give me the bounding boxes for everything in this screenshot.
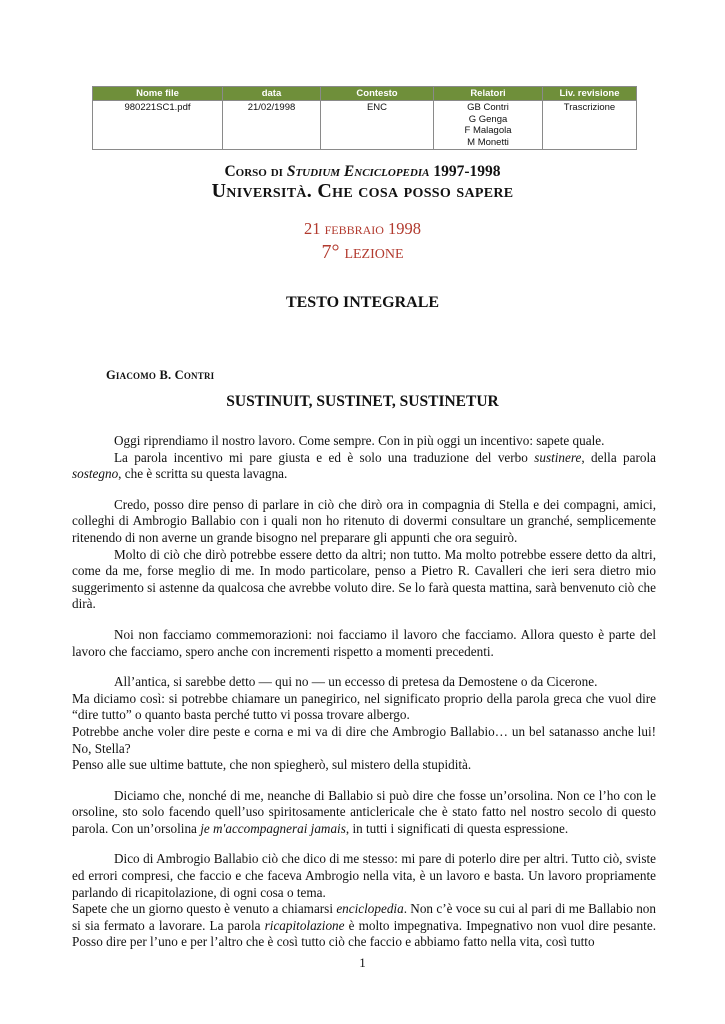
university-title: Università. Che cosa posso sapere [211, 180, 514, 202]
talk-title: SUSTINUIT, SUSTINET, SUSTINETUR [226, 393, 499, 410]
paragraph: La parola incentivo mi pare giusta e ed è solo una traduzione del verbo sustinere, della parola sostegno, che è scritta su questa lavagna. [72, 449, 657, 482]
paragraph: Oggi riprendiamo il nostro lavoro. Come sempre. Con in più oggi un incentivo: sapete quale. [114, 433, 605, 448]
paragraph: Noi non facciamo commemorazioni: noi facciamo il lavoro che facciamo. Allora questo è parte del lavoro che facciamo, spero anche con incrementi rispetto a momenti precedenti. [72, 626, 656, 659]
cell-revisione: Trascrizione [543, 101, 637, 150]
paragraph: Molto di ciò che dirò potrebbe essere detto da altri; non tutto. Ma molto potrebbe essere detto da altri, come da me, forse meglio di me. In modo particolare, penso a Pietro R. Cavalleri che ieri sera dietro mio suggerimento si astenne da qualcosa che avrebbe voluto dire. Se lo farà questa mattina, sarà benvenuto ciò che dirà. [72, 546, 656, 612]
header-relatori: Relatori [434, 87, 543, 101]
page-number: 1 [359, 955, 366, 970]
cell-nome-file: 980221SC1.pdf [93, 101, 223, 150]
document-type-heading: TESTO INTEGRALE [285, 294, 440, 311]
paragraph: Potrebbe anche voler dire peste e corna e mi va di dire che Ambrogio Ballabio… un bel satanasso anche lui! No, Stella? [72, 723, 656, 756]
cell-data: 21/02/1998 [223, 101, 321, 150]
relatore: G Genga [468, 113, 508, 125]
metadata-table [92, 86, 637, 150]
header-nome-file: Nome file [93, 87, 223, 101]
paragraph: Dico di Ambrogio Ballabio ciò che dico di me stesso: mi pare di poterlo dire per altri. Tutto ciò, sviste ed errori compresi, che faccio e che faceva Ambrogio nella vita, è un lavoro e basta. Un lavoro propriamente parlando di ricapitolazione, di ogni cosa o tema. [72, 851, 656, 900]
course-years: 1997-1998 [429, 163, 501, 180]
relatore: GB Contri [467, 102, 509, 113]
header-data: data [223, 87, 321, 101]
paragraph: Ma diciamo così: si potrebbe chiamare un panegirico, nel significato proprio della parola greca che vuol dire “dire tutto” o quanto basta perché tutto vi possa trovare albergo. [72, 690, 656, 723]
metadata-header-row [93, 87, 637, 101]
paragraph: Diciamo che, nonché di me, neanche di Ballabio si può dire che fosse un’orsolina. Non ce l’ho con le orsoline, sto solo facendo quell’uso spiritosamente anticlericale che è stato fatto nel nostro secolo di questo parola. Con un’orsolina je m'accompagnerai jamais, in tutti i significati di questa espressione. [72, 787, 656, 836]
lesson-number: 7° lezione [321, 241, 404, 263]
relatore: M Monetti [467, 136, 509, 148]
paragraph: All’antica, si sarebbe detto — qui no — un eccesso di pretesa da Demostene o da Cicerone. [114, 674, 598, 690]
lesson-date: 21 febbraio 1998 [303, 219, 422, 238]
course-title [0, 163, 725, 181]
metadata-row [93, 101, 637, 150]
paragraph: Credo, posso dire penso di parlare in ciò che dirò ora in compagnia di Stella e dei compagni, amici, colleghi di Ambrogio Ballabio con i quali non ho ritenuto di dovermi consultare un granché, semplicemente ritenendo di non averne un grande bisogno nel preparare gli appunti che ora seguirò. [72, 496, 656, 545]
header-revisione: Liv. revisione [543, 87, 637, 101]
header-contesto: Contesto [321, 87, 434, 101]
course-prefix: Corso di [224, 163, 287, 180]
paragraph: Penso alle sue ultime battute, che non spiegherò, sul mistero della stupidità. [72, 757, 472, 773]
course-name: Studium Enciclopedia [286, 163, 430, 180]
transcript-body [72, 433, 656, 951]
cell-relatori [434, 101, 543, 150]
cell-contesto: ENC [321, 101, 434, 150]
relatore: F Malagola [464, 125, 512, 136]
speaker-name: Giacomo B. Contri [106, 368, 215, 382]
paragraph: Sapete che un giorno questo è venuto a chiamarsi enciclopedia. Non c’è voce su cui al pari di me Ballabio non si sia fermato a lavorare. La parola ricapitolazione è molto impegnativa. Impegnativo non vuol dire pesante. Posso dire per l’uno e per l’altro che è così tutto ciò che faccio e abbiamo fatto nella vita, così tutto [72, 901, 656, 950]
